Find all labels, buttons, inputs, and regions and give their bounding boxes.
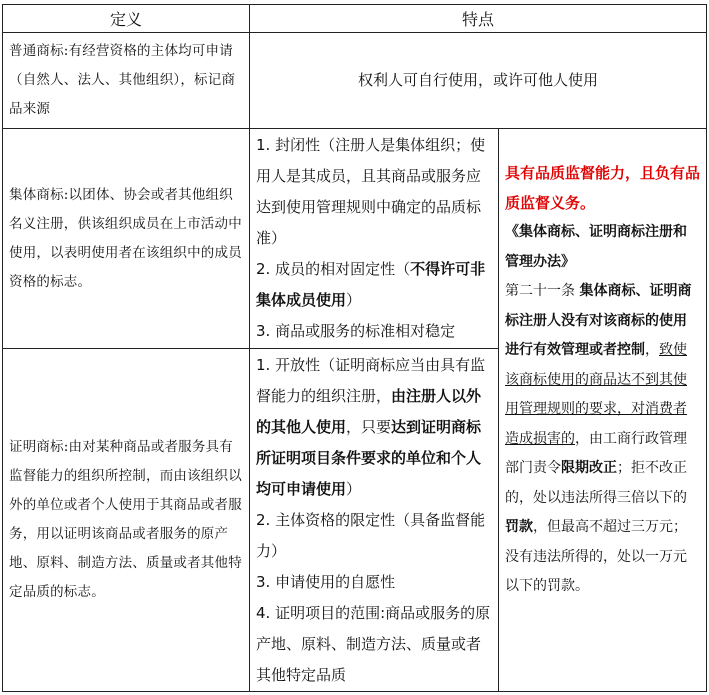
supervision-note: [499, 129, 707, 692]
ordinary-definition: 普通商标:有经营资格的主体均可申请（自然人、法人、其他组织），标记商品来源: [3, 33, 250, 129]
article-bold-3: 罚款: [505, 519, 533, 535]
cert-f1-bold-2: 达到证明商标所证明项目条件要求的单位和个人均可申请使用: [256, 417, 482, 498]
certification-feature-3: 3. 申请使用的自愿性: [256, 572, 396, 591]
article-21: [505, 277, 700, 602]
header-definition: 定义: [3, 5, 250, 33]
collective-features: [250, 129, 499, 349]
trademark-table: [2, 4, 707, 692]
law-title: 《集体商标、证明商标注册和管理办法》: [505, 224, 687, 270]
cert-f1-text-b: ，只要: [346, 417, 392, 436]
collective-feature-2-text: 2. 成员的相对固定性（: [256, 260, 411, 278]
collective-feature-2-close: ）: [346, 291, 362, 309]
certification-feature-4: 4. 证明项目的范围:商品或服务的原产地、原料、制造方法、质量或者其他特定品质: [256, 603, 491, 684]
certification-definition: 证明商标:由对某种商品或者服务具有监督能力的组织所控制，而由该组织以外的单位或者个人使用于其商品或者服务，用以证明该商品或者服务的原产地、原料、制造方法、质量或者其他特定品质的标志。: [3, 349, 250, 692]
article-underline: 致使该商标使用的商品达不到其使用管理规则的要求，对消费者造成损害的: [505, 342, 687, 447]
cert-f1-bold-1: 由注册人以外的其他人使用: [256, 386, 482, 436]
collective-feature-2-bold: 不得许可非集体成员使用: [256, 260, 486, 309]
collective-feature-3: 3. 商品或服务的标准相对稳定: [256, 322, 456, 340]
collective-definition: 集体商标:以团体、协会或者其他组织名义注册，供该组织成员在上市活动中使用，以表明使用者在该组织中的成员资格的标志。: [3, 129, 250, 349]
header-row: [3, 5, 707, 33]
supervision-red-text: 具有品质监督能力，且负有品质监督义务。: [505, 164, 701, 212]
ordinary-row: [3, 33, 707, 129]
certification-feature-2: 2. 主体资格的限定性（具备监督能力）: [256, 510, 486, 560]
certification-features: [250, 349, 499, 692]
certification-feature-1: [256, 350, 492, 505]
ordinary-feature: 权利人可自行使用，或许可他人使用: [250, 33, 707, 129]
article-text-1: ，由工商行政管理部门责令: [505, 430, 687, 476]
cert-f1-close: ）: [346, 479, 362, 498]
collective-feature-2: [256, 254, 492, 316]
article-bold-1: 集体商标、证明商标注册人没有对该商标的使用进行有效管理或者控制: [505, 283, 692, 358]
header-features: 特点: [250, 5, 707, 33]
article-comma: ，: [645, 342, 659, 358]
article-text-2: ；拒不改正的，处以违法所得三倍以下的: [505, 460, 687, 506]
collective-feature-1: 1. 封闭性（注册人是集体组织；使用人是其成员，且其商品或服务应达到使用管理规则中确定的品质标准）: [256, 136, 486, 247]
collective-row: [3, 129, 707, 349]
article-text-3: ，但最高不超过三万元；没有违法所得的，处以一万元以下的罚款。: [505, 519, 687, 594]
article-bold-2: 限期改正: [561, 460, 617, 476]
cert-f1-text-a: 1. 开放性（证明商标应当由具有监督能力的组织注册，: [256, 355, 486, 405]
article-number: 第二十一条: [505, 283, 580, 299]
